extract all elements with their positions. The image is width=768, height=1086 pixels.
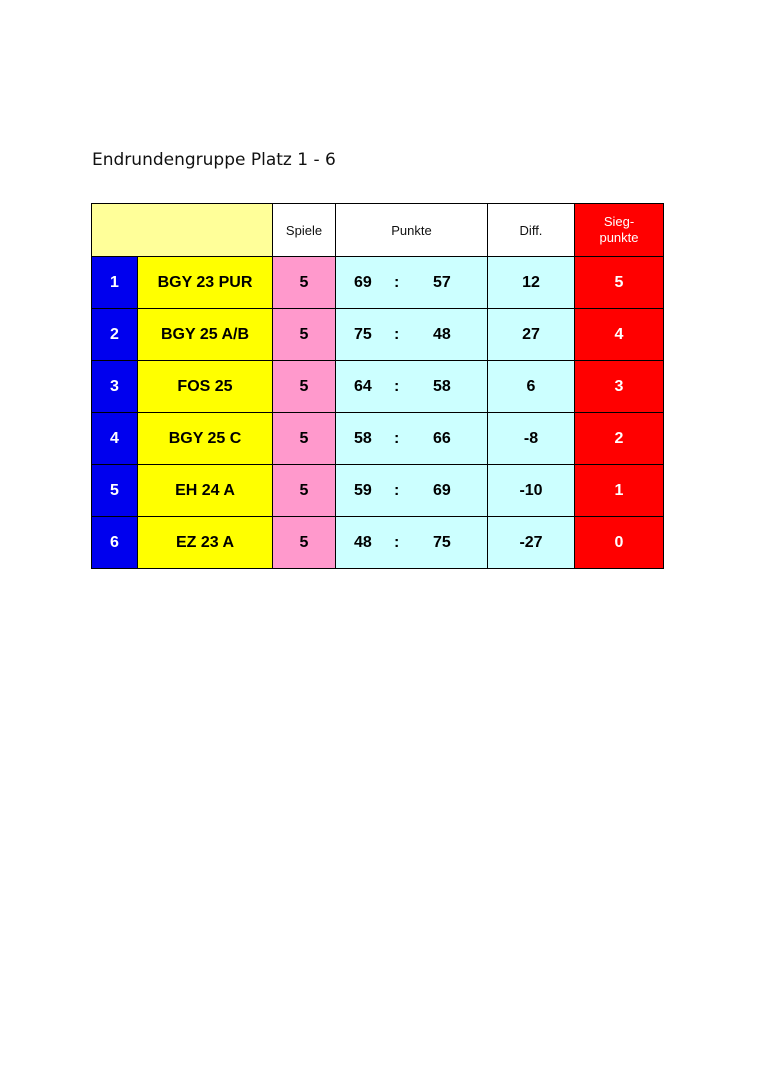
- header-diff: Diff.: [488, 204, 575, 257]
- siegpunkte-cell: 0: [575, 517, 664, 569]
- rank-cell: 3: [92, 361, 138, 413]
- punkte-against: 48: [433, 325, 451, 343]
- siegpunkte-cell: 3: [575, 361, 664, 413]
- table-row: [92, 309, 664, 361]
- punkte-against: 69: [433, 481, 451, 499]
- header-punkte: Punkte: [336, 204, 488, 257]
- diff-cell: -27: [488, 517, 575, 569]
- team-cell: EZ 23 A: [138, 517, 273, 569]
- rank-cell: 1: [92, 257, 138, 309]
- spiele-cell: 5: [273, 465, 336, 517]
- header-siegpunkte-line1: Sieg-: [603, 214, 635, 229]
- team-cell: FOS 25: [138, 361, 273, 413]
- punkte-cell: [336, 465, 488, 517]
- punkte-against: 57: [433, 273, 451, 291]
- table-header-row: [92, 204, 664, 257]
- header-siegpunkte-line2: punkte: [599, 230, 639, 245]
- standings-table: [91, 203, 664, 569]
- punkte-against: 58: [433, 377, 451, 395]
- rank-cell: 6: [92, 517, 138, 569]
- page-title: Endrundengruppe Platz 1 - 6: [92, 150, 336, 170]
- spiele-cell: 5: [273, 413, 336, 465]
- punkte-against: 75: [433, 533, 451, 551]
- punkte-for: 59: [354, 481, 372, 499]
- header-spiele: Spiele: [273, 204, 336, 257]
- punkte-separator: :: [394, 273, 400, 291]
- spiele-cell: 5: [273, 257, 336, 309]
- punkte-for: 48: [354, 533, 372, 551]
- siegpunkte-cell: 5: [575, 257, 664, 309]
- punkte-separator: :: [394, 533, 400, 551]
- diff-cell: 12: [488, 257, 575, 309]
- punkte-for: 69: [354, 273, 372, 291]
- siegpunkte-cell: 1: [575, 465, 664, 517]
- rank-cell: 4: [92, 413, 138, 465]
- diff-cell: 27: [488, 309, 575, 361]
- punkte-cell: [336, 517, 488, 569]
- table-row: [92, 465, 664, 517]
- punkte-separator: :: [394, 325, 400, 343]
- team-cell: EH 24 A: [138, 465, 273, 517]
- team-cell: BGY 23 PUR: [138, 257, 273, 309]
- header-blank-cell: [92, 204, 273, 257]
- diff-cell: 6: [488, 361, 575, 413]
- table-row: [92, 361, 664, 413]
- table-row: [92, 413, 664, 465]
- punkte-for: 64: [354, 377, 372, 395]
- punkte-separator: :: [394, 481, 400, 499]
- punkte-cell: [336, 413, 488, 465]
- punkte-against: 66: [433, 429, 451, 447]
- table-row: [92, 257, 664, 309]
- siegpunkte-cell: 2: [575, 413, 664, 465]
- diff-cell: -10: [488, 465, 575, 517]
- rank-cell: 2: [92, 309, 138, 361]
- spiele-cell: 5: [273, 309, 336, 361]
- team-cell: BGY 25 A/B: [138, 309, 273, 361]
- table-row: [92, 517, 664, 569]
- punkte-for: 75: [354, 325, 372, 343]
- punkte-separator: :: [394, 429, 400, 447]
- header-siegpunkte: [575, 204, 664, 257]
- diff-cell: -8: [488, 413, 575, 465]
- spiele-cell: 5: [273, 517, 336, 569]
- siegpunkte-cell: 4: [575, 309, 664, 361]
- punkte-cell: [336, 309, 488, 361]
- rank-cell: 5: [92, 465, 138, 517]
- punkte-separator: :: [394, 377, 400, 395]
- punkte-for: 58: [354, 429, 372, 447]
- spiele-cell: 5: [273, 361, 336, 413]
- punkte-cell: [336, 361, 488, 413]
- team-cell: BGY 25 C: [138, 413, 273, 465]
- punkte-cell: [336, 257, 488, 309]
